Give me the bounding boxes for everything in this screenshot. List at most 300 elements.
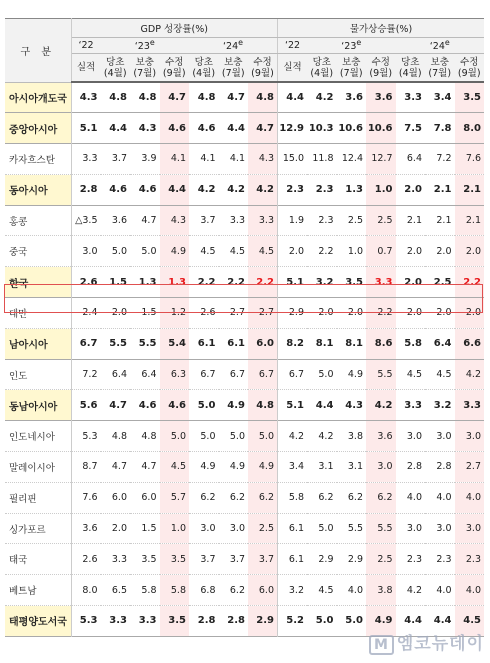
cpi-value-cell: 10.3 — [308, 122, 334, 134]
gdp-value-cell: 5.8 — [141, 584, 157, 596]
gdp-value-cell: 5.3 — [71, 421, 101, 452]
cpi-value-cell: 2.3 — [278, 174, 308, 205]
gdp-value-cell: 4.2 — [197, 184, 216, 196]
cpi-value-cell: 12.7 — [366, 144, 396, 175]
growth-inflation-table — [5, 18, 484, 637]
header-gdp-year-23: ‘23e — [101, 38, 190, 54]
region-name: 베트남 — [5, 575, 71, 606]
gdp-value-cell: 4.1 — [160, 144, 190, 175]
cpi-value-cell: 4.5 — [406, 369, 422, 381]
cpi-value-cell: 4.2 — [366, 390, 396, 421]
gdp-value-cell: 6.0 — [248, 575, 278, 606]
gdp-value-cell: 3.5 — [141, 553, 157, 565]
cpi-value-cell: 2.1 — [433, 184, 452, 196]
cpi-value-cell: 4.0 — [347, 584, 363, 596]
gdp-value-cell: 6.7 — [229, 369, 245, 381]
cpi-value-cell: 6.2 — [366, 482, 396, 513]
gdp-value-cell: 4.4 — [160, 174, 190, 205]
cpi-value-cell: 4.5 — [455, 606, 485, 637]
gdp-value-cell: 5.7 — [160, 482, 190, 513]
cpi-value-cell: 3.3 — [404, 92, 422, 104]
gdp-value-cell: 8.0 — [71, 575, 101, 606]
cpi-value-cell: 4.5 — [318, 584, 334, 596]
cpi-value-cell: 2.3 — [318, 215, 334, 227]
gdp-value-cell: 4.5 — [200, 245, 216, 257]
gdp-value-cell: 4.8 — [248, 390, 278, 421]
region-name: 말레이시아 — [5, 452, 71, 483]
gdp-value-cell: 3.7 — [200, 553, 216, 565]
cpi-value-cell: 12.9 — [278, 113, 308, 144]
header-cpi-year-24: ‘24e — [396, 38, 485, 54]
cpi-value-cell: 2.3 — [455, 544, 485, 575]
cpi-value-cell: 4.2 — [318, 430, 334, 442]
gdp-value-cell: 4.7 — [109, 399, 127, 411]
cpi-value-cell: 4.0 — [436, 584, 452, 596]
watermark-logo: M — [369, 635, 394, 655]
cpi-value-cell: 2.5 — [366, 205, 396, 236]
cpi-value-cell: 3.2 — [315, 276, 334, 288]
gdp-value-cell: 2.4 — [71, 298, 101, 329]
cpi-value-cell: 2.3 — [406, 553, 422, 565]
gdp-value-cell: 4.7 — [248, 113, 278, 144]
gdp-value-cell: 6.2 — [229, 584, 245, 596]
gdp-value-cell: 4.6 — [138, 184, 157, 196]
gdp-subheader-initial-4: 당초 (4월) — [189, 54, 219, 83]
cpi-value-cell: 6.2 — [318, 492, 334, 504]
gdp-value-cell: 2.5 — [248, 513, 278, 544]
gdp-value-cell: 1.5 — [109, 276, 127, 288]
region-name: 태평양도서국 — [5, 606, 71, 637]
cpi-value-cell: 2.0 — [455, 298, 485, 329]
cpi-value-cell: 8.2 — [278, 328, 308, 359]
gdp-value-cell: 5.0 — [197, 399, 216, 411]
table-row — [5, 544, 484, 575]
region-name: 한국 — [5, 267, 71, 298]
table-row — [5, 113, 484, 144]
cpi-value-cell: 4.4 — [315, 399, 334, 411]
region-name: 동아시아 — [5, 174, 71, 205]
cpi-value-cell: 3.0 — [366, 452, 396, 483]
cpi-value-cell: 6.7 — [278, 359, 308, 390]
header-gdp-year-22: ‘22 — [71, 38, 101, 54]
gdp-value-cell: 3.9 — [141, 153, 157, 165]
cpi-subheader-initial-4: 당초 (4월) — [396, 54, 426, 83]
gdp-value-cell: 4.6 — [160, 113, 190, 144]
gdp-value-cell: 5.8 — [160, 575, 190, 606]
gdp-value-cell: 2.9 — [248, 606, 278, 637]
gdp-value-cell: 3.5 — [160, 606, 190, 637]
cpi-value-cell: 0.7 — [366, 236, 396, 267]
gdp-value-cell: 4.6 — [197, 122, 216, 134]
header-cpi-year-22: ‘22 — [278, 38, 308, 54]
gdp-value-cell: 5.6 — [71, 390, 101, 421]
gdp-value-cell: 3.7 — [200, 215, 216, 227]
gdp-value-cell: 3.0 — [71, 236, 101, 267]
cpi-value-cell: 2.0 — [455, 236, 485, 267]
gdp-value-cell: 4.9 — [227, 399, 245, 411]
gdp-value-cell: 4.3 — [71, 82, 101, 113]
cpi-value-cell: 10.6 — [338, 122, 363, 134]
table-row — [5, 328, 484, 359]
gdp-value-cell: 6.7 — [200, 369, 216, 381]
cpi-value-cell: 5.0 — [315, 615, 334, 627]
gdp-value-cell: 2.6 — [71, 544, 101, 575]
cpi-subheader-revised-6: 수정 (9월) — [455, 54, 485, 83]
cpi-value-cell: 11.8 — [312, 153, 334, 165]
gdp-value-cell: 2.2 — [197, 276, 216, 288]
cpi-value-cell: 4.2 — [406, 584, 422, 596]
cpi-subheader-initial-1: 당초 (4월) — [307, 54, 337, 83]
gdp-value-cell: 6.1 — [197, 338, 216, 350]
gdp-value-cell: 6.7 — [71, 328, 101, 359]
gdp-value-cell: 4.8 — [248, 82, 278, 113]
cpi-value-cell: 8.1 — [315, 338, 334, 350]
cpi-value-cell: 5.2 — [278, 606, 308, 637]
cpi-value-cell: 2.0 — [406, 307, 422, 319]
table-row — [5, 205, 484, 236]
gdp-value-cell: 4.7 — [227, 92, 245, 104]
table-row — [5, 575, 484, 606]
gdp-value-cell: 4.3 — [160, 205, 190, 236]
cpi-value-cell: 8.6 — [366, 328, 396, 359]
region-name: 인도 — [5, 359, 71, 390]
table-row — [5, 359, 484, 390]
gdp-value-cell: 2.0 — [111, 523, 127, 535]
gdp-subheader-supplement-2: 보충 (7월) — [130, 54, 160, 83]
gdp-value-cell: 5.5 — [138, 338, 157, 350]
gdp-value-cell: 7.2 — [71, 359, 101, 390]
cpi-value-cell: 3.0 — [455, 513, 485, 544]
cpi-value-cell: 8.0 — [455, 113, 485, 144]
cpi-value-cell: 3.1 — [347, 461, 363, 473]
cpi-value-cell: 2.0 — [406, 245, 422, 257]
gdp-value-cell: 4.8 — [141, 430, 157, 442]
gdp-value-cell: 3.0 — [200, 523, 216, 535]
cpi-value-cell: 5.8 — [404, 338, 422, 350]
gdp-subheader-revised-6: 수정 (9월) — [248, 54, 278, 83]
region-name: 필리핀 — [5, 482, 71, 513]
cpi-value-cell: 3.4 — [433, 92, 452, 104]
cpi-value-cell: 6.4 — [406, 153, 422, 165]
gdp-subheader-supplement-5: 보충 (7월) — [219, 54, 249, 83]
cpi-value-cell: 2.1 — [436, 215, 452, 227]
gdp-value-cell: 6.2 — [248, 482, 278, 513]
gdp-value-cell: 2.7 — [248, 298, 278, 329]
table-row — [5, 452, 484, 483]
cpi-value-cell: 2.2 — [366, 298, 396, 329]
gdp-value-cell: 4.2 — [227, 184, 245, 196]
gdp-value-cell: 3.3 — [109, 615, 127, 627]
cpi-value-cell: 1.9 — [278, 205, 308, 236]
table-row — [5, 267, 484, 298]
gdp-value-cell: 4.5 — [229, 245, 245, 257]
cpi-value-cell: 2.9 — [278, 298, 308, 329]
cpi-value-cell: 2.9 — [347, 553, 363, 565]
gdp-value-cell: 3.0 — [229, 523, 245, 535]
cpi-value-cell: 7.5 — [404, 122, 422, 134]
gdp-value-cell: 4.8 — [111, 430, 127, 442]
gdp-subheader-revised-3: 수정 (9월) — [160, 54, 190, 83]
cpi-value-cell: 3.5 — [455, 82, 485, 113]
gdp-value-cell: 4.7 — [141, 215, 157, 227]
cpi-value-cell: 2.0 — [278, 236, 308, 267]
region-name: 태국 — [5, 544, 71, 575]
region-name: 카자흐스탄 — [5, 144, 71, 175]
cpi-value-cell: 2.2 — [455, 267, 485, 298]
cpi-value-cell: 3.4 — [278, 452, 308, 483]
gdp-value-cell: 4.9 — [248, 452, 278, 483]
cpi-value-cell: 5.1 — [278, 390, 308, 421]
gdp-value-cell: 4.2 — [248, 174, 278, 205]
cpi-value-cell: 2.5 — [433, 276, 452, 288]
cpi-value-cell: 5.0 — [345, 615, 363, 627]
gdp-value-cell: 2.0 — [111, 307, 127, 319]
table-row — [5, 82, 484, 113]
cpi-value-cell: 4.9 — [366, 606, 396, 637]
gdp-value-cell: 6.0 — [248, 328, 278, 359]
gdp-value-cell: 6.5 — [111, 584, 127, 596]
cpi-value-cell: 3.3 — [455, 390, 485, 421]
cpi-subheader-supplement-5: 보충 (7월) — [425, 54, 455, 83]
cpi-value-cell: 2.0 — [318, 307, 334, 319]
cpi-value-cell: 2.0 — [404, 276, 422, 288]
gdp-value-cell: 4.3 — [138, 122, 157, 134]
gdp-value-cell: 3.6 — [71, 513, 101, 544]
gdp-value-cell: 5.0 — [160, 421, 190, 452]
cpi-value-cell: 8.1 — [345, 338, 363, 350]
region-name: 중국 — [5, 236, 71, 267]
cpi-value-cell: 3.0 — [406, 523, 422, 535]
cpi-value-cell: 10.6 — [366, 113, 396, 144]
cpi-value-cell: 2.1 — [455, 205, 485, 236]
gdp-value-cell: 3.7 — [248, 544, 278, 575]
gdp-value-cell: 8.7 — [71, 452, 101, 483]
gdp-value-cell: 1.3 — [160, 267, 190, 298]
gdp-value-cell: 5.5 — [109, 338, 127, 350]
table-row — [5, 513, 484, 544]
gdp-value-cell: 3.3 — [138, 615, 157, 627]
gdp-value-cell: 1.3 — [138, 276, 157, 288]
gdp-value-cell: 2.2 — [227, 276, 245, 288]
gdp-value-cell: 5.1 — [71, 113, 101, 144]
cpi-value-cell: 3.6 — [366, 421, 396, 452]
cpi-value-cell: 2.1 — [406, 215, 422, 227]
cpi-value-cell: 3.0 — [436, 523, 452, 535]
gdp-value-cell: 3.3 — [248, 205, 278, 236]
cpi-value-cell: 2.3 — [436, 553, 452, 565]
gdp-value-cell: 6.7 — [248, 359, 278, 390]
gdp-subheader-initial-1: 당초 (4월) — [101, 54, 131, 83]
region-name: 대만 — [5, 298, 71, 329]
cpi-value-cell: 6.1 — [278, 544, 308, 575]
gdp-value-cell: 2.6 — [200, 307, 216, 319]
gdp-value-cell: 4.9 — [200, 461, 216, 473]
table-row — [5, 174, 484, 205]
header-gubun: 구 분 — [5, 19, 71, 83]
gdp-value-cell: 6.2 — [229, 492, 245, 504]
cpi-value-cell: 1.3 — [345, 184, 363, 196]
cpi-value-cell: 2.2 — [318, 245, 334, 257]
gdp-value-cell: 4.8 — [138, 92, 157, 104]
cpi-value-cell: 2.0 — [404, 184, 422, 196]
cpi-value-cell: 3.6 — [345, 92, 363, 104]
cpi-value-cell: 6.4 — [433, 338, 452, 350]
cpi-subheader-actual-0: 실적 — [278, 54, 308, 83]
gdp-value-cell: 5.0 — [200, 430, 216, 442]
cpi-value-cell: 4.2 — [315, 92, 334, 104]
table-row — [5, 236, 484, 267]
cpi-value-cell: 3.0 — [455, 421, 485, 452]
cpi-value-cell: 4.4 — [278, 82, 308, 113]
header-cpi-group: 물가상승률(%) — [278, 19, 485, 38]
gdp-value-cell: 4.5 — [248, 236, 278, 267]
cpi-value-cell: 4.2 — [455, 359, 485, 390]
gdp-value-cell: 4.3 — [248, 144, 278, 175]
cpi-value-cell: 2.0 — [436, 245, 452, 257]
gdp-value-cell: 4.4 — [109, 122, 127, 134]
region-name: 아시아개도국 — [5, 82, 71, 113]
cpi-value-cell: 2.0 — [436, 307, 452, 319]
gdp-value-cell: 2.6 — [71, 267, 101, 298]
cpi-value-cell: 6.1 — [278, 513, 308, 544]
gdp-value-cell: 4.5 — [160, 452, 190, 483]
cpi-value-cell: 3.1 — [318, 461, 334, 473]
cpi-value-cell: 5.5 — [366, 359, 396, 390]
cpi-value-cell: 15.0 — [278, 144, 308, 175]
watermark-text: 엠코뉴데이 — [396, 634, 484, 654]
cpi-value-cell: 5.1 — [278, 267, 308, 298]
cpi-value-cell: 5.8 — [278, 482, 308, 513]
region-name: 동남아시아 — [5, 390, 71, 421]
gdp-value-cell: 3.3 — [111, 553, 127, 565]
table-row — [5, 482, 484, 513]
cpi-value-cell: 3.2 — [433, 399, 452, 411]
cpi-value-cell: 2.9 — [318, 553, 334, 565]
gdp-value-cell: 4.7 — [141, 461, 157, 473]
cpi-value-cell: 2.8 — [406, 461, 422, 473]
gdp-value-cell: 2.8 — [197, 615, 216, 627]
gdp-value-cell: 6.4 — [141, 369, 157, 381]
gdp-value-cell: 4.6 — [138, 399, 157, 411]
cpi-value-cell: 7.8 — [433, 122, 452, 134]
gdp-value-cell: 5.0 — [111, 245, 127, 257]
cpi-value-cell: 12.4 — [341, 153, 363, 165]
gdp-value-cell: 4.9 — [160, 236, 190, 267]
gdp-value-cell: 2.2 — [248, 267, 278, 298]
gdp-value-cell: 4.8 — [109, 92, 127, 104]
header-gdp-year-24: ‘24e — [189, 38, 278, 54]
cpi-value-cell: 4.5 — [436, 369, 452, 381]
cpi-value-cell: 4.4 — [404, 615, 422, 627]
gdp-subheader-actual-0: 실적 — [71, 54, 101, 83]
gdp-value-cell: 6.4 — [111, 369, 127, 381]
region-name: 홍콩 — [5, 205, 71, 236]
gdp-value-cell: 1.2 — [160, 298, 190, 329]
table-row — [5, 298, 484, 329]
cpi-value-cell: 6.6 — [455, 328, 485, 359]
cpi-value-cell: 5.5 — [366, 513, 396, 544]
cpi-value-cell: 3.6 — [366, 82, 396, 113]
gdp-value-cell: 2.8 — [71, 174, 101, 205]
header-gdp-group: GDP 성장률(%) — [71, 19, 278, 38]
gdp-value-cell: 4.6 — [160, 390, 190, 421]
cpi-value-cell: 4.2 — [278, 421, 308, 452]
cpi-value-cell: 3.2 — [278, 575, 308, 606]
gdp-value-cell: 6.3 — [160, 359, 190, 390]
cpi-value-cell: 3.8 — [366, 575, 396, 606]
cpi-value-cell: 5.5 — [347, 523, 363, 535]
gdp-value-cell: 3.6 — [111, 215, 127, 227]
gdp-value-cell: 1.5 — [141, 307, 157, 319]
cpi-value-cell: 4.0 — [436, 492, 452, 504]
gdp-value-cell: 6.0 — [111, 492, 127, 504]
gdp-value-cell: 4.6 — [109, 184, 127, 196]
cpi-value-cell: 4.0 — [455, 575, 485, 606]
cpi-value-cell: 3.3 — [404, 399, 422, 411]
gdp-value-cell: 5.3 — [71, 606, 101, 637]
gdp-value-cell: 1.0 — [160, 513, 190, 544]
region-name: 중앙아시아 — [5, 113, 71, 144]
gdp-value-cell: 4.8 — [197, 92, 216, 104]
cpi-value-cell: 2.1 — [455, 174, 485, 205]
cpi-value-cell: 3.0 — [436, 430, 452, 442]
cpi-value-cell: 7.6 — [455, 144, 485, 175]
cpi-value-cell: 5.0 — [318, 369, 334, 381]
cpi-value-cell: 2.0 — [347, 307, 363, 319]
region-name: 싱가포르 — [5, 513, 71, 544]
gdp-value-cell: 4.9 — [229, 461, 245, 473]
gdp-value-cell: 3.7 — [111, 153, 127, 165]
region-name: 인도네시아 — [5, 421, 71, 452]
gdp-value-cell: 4.4 — [227, 122, 245, 134]
gdp-value-cell: 5.4 — [160, 328, 190, 359]
gdp-value-cell: 3.3 — [229, 215, 245, 227]
gdp-value-cell: 7.6 — [71, 482, 101, 513]
region-name: 남아시아 — [5, 328, 71, 359]
cpi-subheader-supplement-2: 보충 (7월) — [337, 54, 367, 83]
cpi-value-cell: 3.8 — [347, 430, 363, 442]
cpi-value-cell: 1.0 — [347, 245, 363, 257]
table-row — [5, 421, 484, 452]
gdp-value-cell: 6.2 — [200, 492, 216, 504]
cpi-value-cell: 7.2 — [436, 153, 452, 165]
gdp-value-cell: 3.5 — [160, 544, 190, 575]
cpi-value-cell: 3.0 — [406, 430, 422, 442]
header-cpi-year-23: ‘23e — [307, 38, 396, 54]
gdp-value-cell: 3.3 — [71, 144, 101, 175]
gdp-value-cell: 4.1 — [229, 153, 245, 165]
gdp-value-cell: 5.0 — [248, 421, 278, 452]
cpi-value-cell: 4.4 — [433, 615, 452, 627]
gdp-value-cell: 4.1 — [200, 153, 216, 165]
cpi-value-cell: 2.3 — [315, 184, 334, 196]
cpi-value-cell: 3.3 — [366, 267, 396, 298]
gdp-value-cell: 1.5 — [141, 523, 157, 535]
cpi-value-cell: 4.0 — [406, 492, 422, 504]
cpi-value-cell: 2.7 — [455, 452, 485, 483]
gdp-value-cell: 5.0 — [141, 245, 157, 257]
gdp-value-cell: 3.7 — [229, 553, 245, 565]
watermark — [369, 629, 484, 655]
gdp-value-cell: 4.7 — [160, 82, 190, 113]
cpi-value-cell: 5.0 — [318, 523, 334, 535]
gdp-value-cell: 4.7 — [111, 461, 127, 473]
cpi-value-cell: 1.0 — [366, 174, 396, 205]
cpi-value-cell: 3.5 — [345, 276, 363, 288]
table-row — [5, 390, 484, 421]
gdp-value-cell: 2.7 — [229, 307, 245, 319]
gdp-value-cell: 6.8 — [200, 584, 216, 596]
